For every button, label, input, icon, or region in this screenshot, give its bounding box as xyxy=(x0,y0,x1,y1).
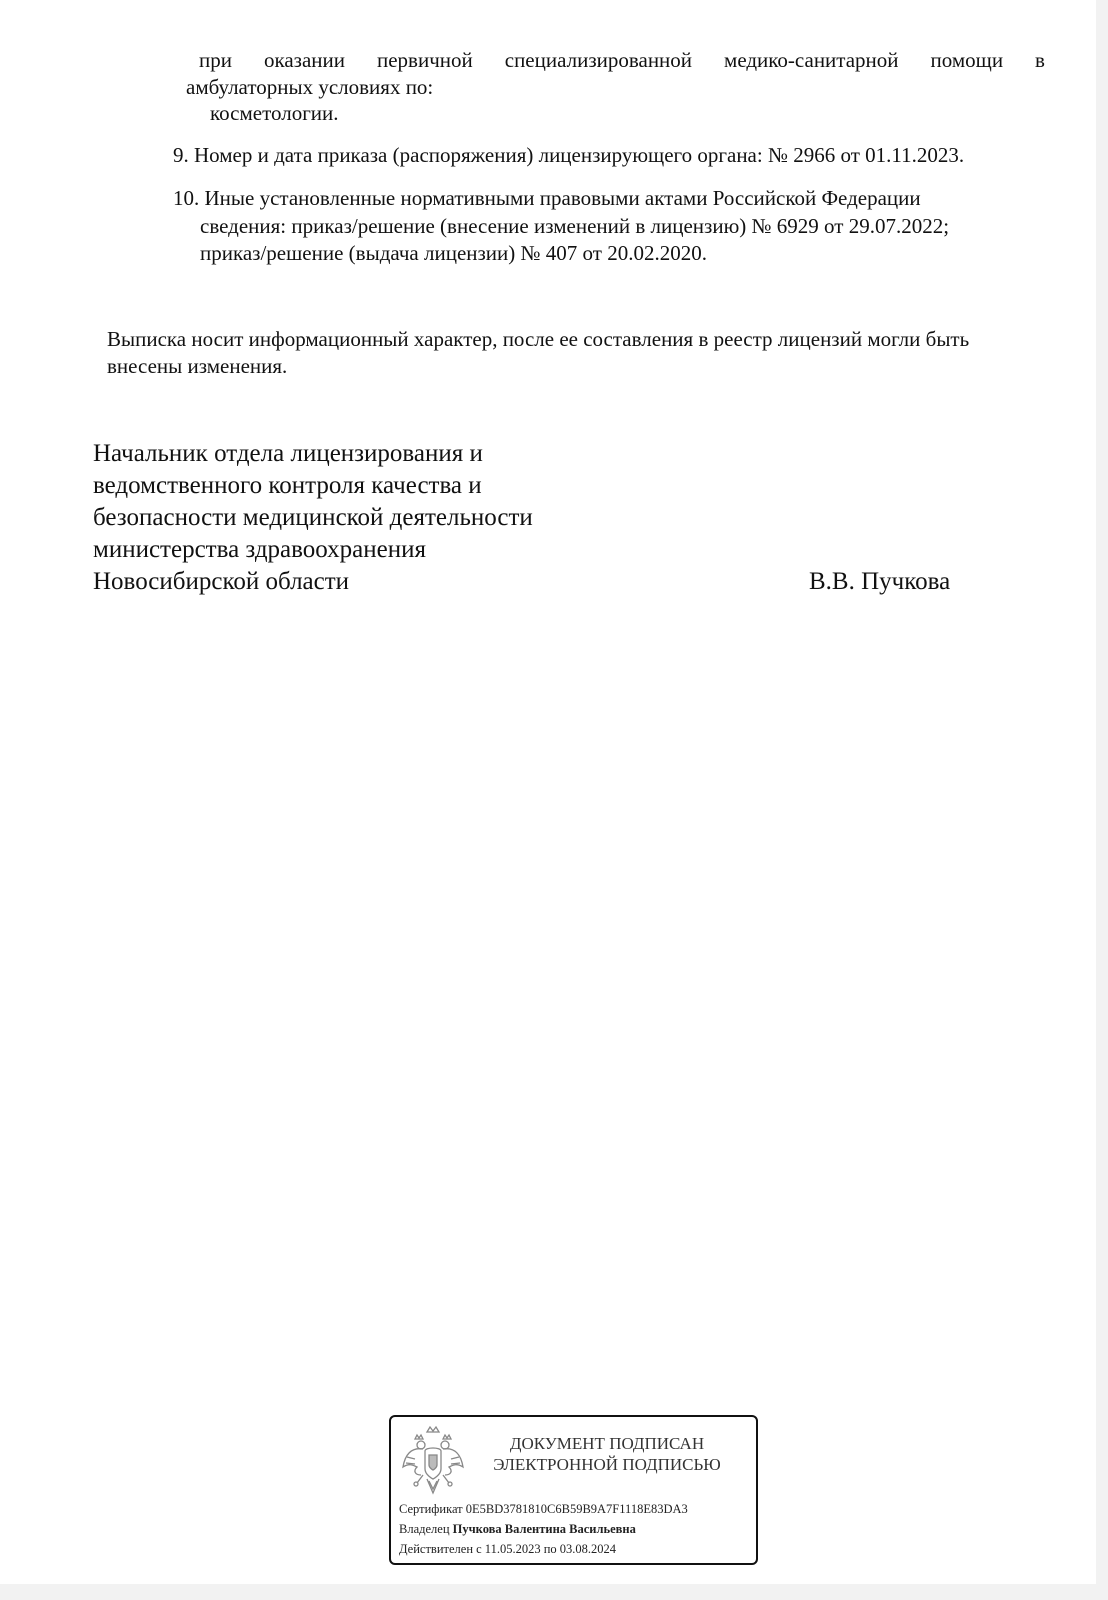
stamp-certificate xyxy=(399,1501,688,1517)
item-10-line-1: 10. Иные установленные нормативными правовыми актами Российской Федерации xyxy=(173,186,921,210)
signatory-position-line-1: Начальник отдела лицензирования и xyxy=(93,440,483,467)
signatory-name: В.В. Пучкова xyxy=(809,568,951,595)
certificate-value: 0E5BD3781810C6B59B9A7F1118E83DA3 xyxy=(465,1502,688,1516)
electronic-signature-stamp xyxy=(389,1415,758,1565)
continuation-line-3: косметологии. xyxy=(210,101,339,125)
signatory-position-line-5: Новосибирской области xyxy=(93,568,350,595)
word: медико-санитарной xyxy=(724,48,899,72)
continuation-line-2: амбулаторных условиях по: xyxy=(186,75,434,99)
certificate-label: Сертификат xyxy=(399,1502,463,1516)
signatory-position-line-4: министерства здравоохранения xyxy=(93,536,426,563)
word: первичной xyxy=(377,48,473,72)
word: помощи xyxy=(930,48,1004,72)
item-9: 9. Номер и дата приказа (распоряжения) лицензирующего органа: № 2966 от 01.11.2023. xyxy=(173,143,965,167)
stamp-header-line-2: ЭЛЕКТРОННОЙ ПОДПИСЬЮ xyxy=(493,1455,721,1474)
stamp-validity: Действителен с 11.05.2023 по 03.08.2024 xyxy=(399,1542,617,1556)
signatory-position-line-3: безопасности медицинской деятельности xyxy=(93,504,533,531)
word: в xyxy=(1035,48,1045,72)
note-line-1: Выписка носит информационный характер, после ее составления в реестр лицензий могли быть xyxy=(107,327,970,351)
owner-label: Владелец xyxy=(399,1522,450,1536)
continuation-line-1 xyxy=(199,47,1045,74)
stamp-header xyxy=(477,1433,737,1475)
word: оказании xyxy=(263,48,346,72)
item-10-line-2: сведения: приказ/решение (внесение изменений в лицензию) № 6929 от 29.07.2022; xyxy=(200,214,950,238)
word: специализированной xyxy=(504,48,693,72)
note-line-2: внесены изменения. xyxy=(107,354,288,378)
stamp-owner xyxy=(399,1521,636,1537)
word: при xyxy=(199,48,232,72)
item-10-line-3: приказ/решение (выдача лицензии) № 407 от 20.02.2020. xyxy=(200,241,707,265)
owner-value: Пучкова Валентина Васильевна xyxy=(452,1522,636,1536)
signatory-position-line-2: ведомственного контроля качества и xyxy=(93,472,482,499)
coat-of-arms-icon xyxy=(401,1423,465,1497)
stamp-header-line-1: ДОКУМЕНТ ПОДПИСАН xyxy=(509,1434,705,1453)
